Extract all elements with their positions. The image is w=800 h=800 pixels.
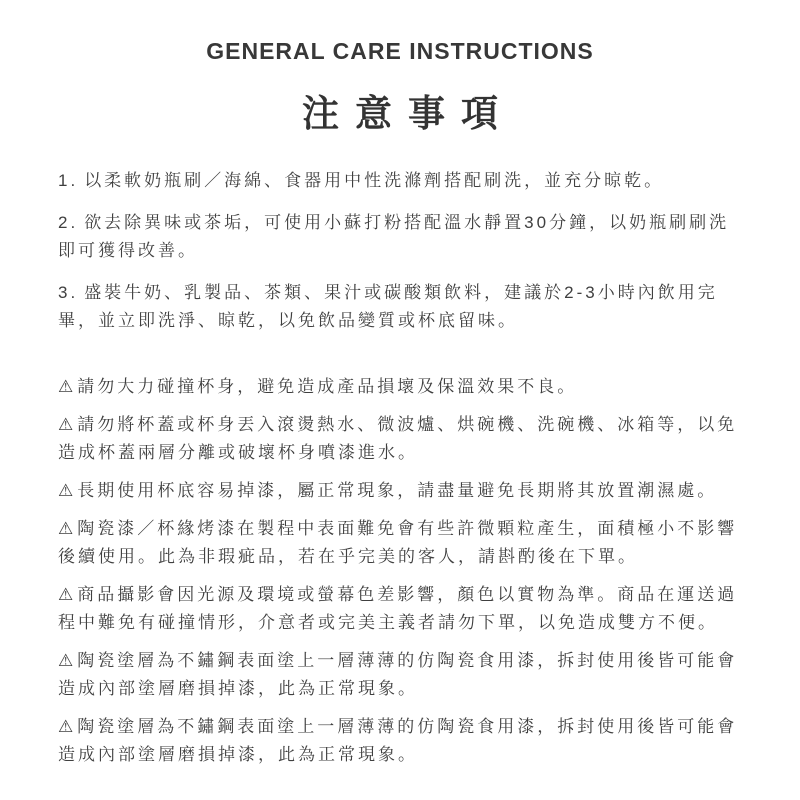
care-step [58,167,742,195]
warning-text: 請勿將杯蓋或杯身丟入滾燙熱水、微波爐、烘碗機、洗碗機、冰箱等，以免造成杯蓋兩層分離或破壞杯身噴漆進水。 [58,415,738,462]
warning-item [58,411,742,467]
warning-item [58,713,742,769]
warning-item [58,373,742,401]
warning-item [58,581,742,637]
step-text: 以柔軟奶瓶刷／海綿、食器用中性洗滌劑搭配刷洗，並充分晾乾。 [84,171,665,190]
step-text: 欲去除異味或茶垢，可使用小蘇打粉搭配溫水靜置30分鐘，以奶瓶刷刷洗即可獲得改善。 [58,213,730,260]
page-header [58,38,742,137]
warning-item [58,477,742,505]
warning-text: 長期使用杯底容易掉漆，屬正常現象，請盡量避免長期將其放置潮濕處。 [77,481,718,500]
care-step [58,209,742,265]
warning-icon: ⚠ [58,481,77,500]
warning-icon: ⚠ [58,651,77,670]
warning-icon: ⚠ [58,717,77,736]
warning-text: 陶瓷塗層為不鏽鋼表面塗上一層薄薄的仿陶瓷食用漆，拆封使用後皆可能會造成內部塗層磨損掉漆，此為正常現象。 [58,717,738,764]
numbered-care-steps [58,167,742,335]
warning-item [58,647,742,703]
page-title-english: GENERAL CARE INSTRUCTIONS [206,38,594,64]
warning-icon: ⚠ [58,585,77,604]
warning-icon: ⚠ [58,519,77,538]
warning-text: 商品攝影會因光源及環境或螢幕色差影響，顏色以實物為準。商品在運送過程中難免有碰撞情形，介意者或完美主義者請勿下單，以免造成雙方不便。 [58,585,738,632]
warning-text: 陶瓷漆／杯緣烤漆在製程中表面難免會有些許微顆粒產生，面積極小不影響後續使用。此為非瑕疵品，若在乎完美的客人，請斟酌後在下單。 [58,519,738,566]
warning-text: 陶瓷塗層為不鏽鋼表面塗上一層薄薄的仿陶瓷食用漆，拆封使用後皆可能會造成內部塗層磨損掉漆，此為正常現象。 [58,651,738,698]
step-number: 2. [58,213,79,232]
care-step [58,279,742,335]
warning-text: 請勿大力碰撞杯身，避免造成產品損壞及保溫效果不良。 [77,377,578,396]
warning-icon: ⚠ [58,415,77,434]
warning-icon: ⚠ [58,377,77,396]
page-title-chinese: 注意事項 [302,93,514,134]
step-text: 盛裝牛奶、乳製品、茶類、果汁或碳酸類飲料，建議於2-3小時內飲用完畢，並立即洗淨、晾乾，以免飲品變質或杯底留味。 [58,283,718,330]
step-number: 3. [58,283,79,302]
warning-item [58,515,742,571]
step-number: 1. [58,171,79,190]
warning-notes [58,373,742,769]
